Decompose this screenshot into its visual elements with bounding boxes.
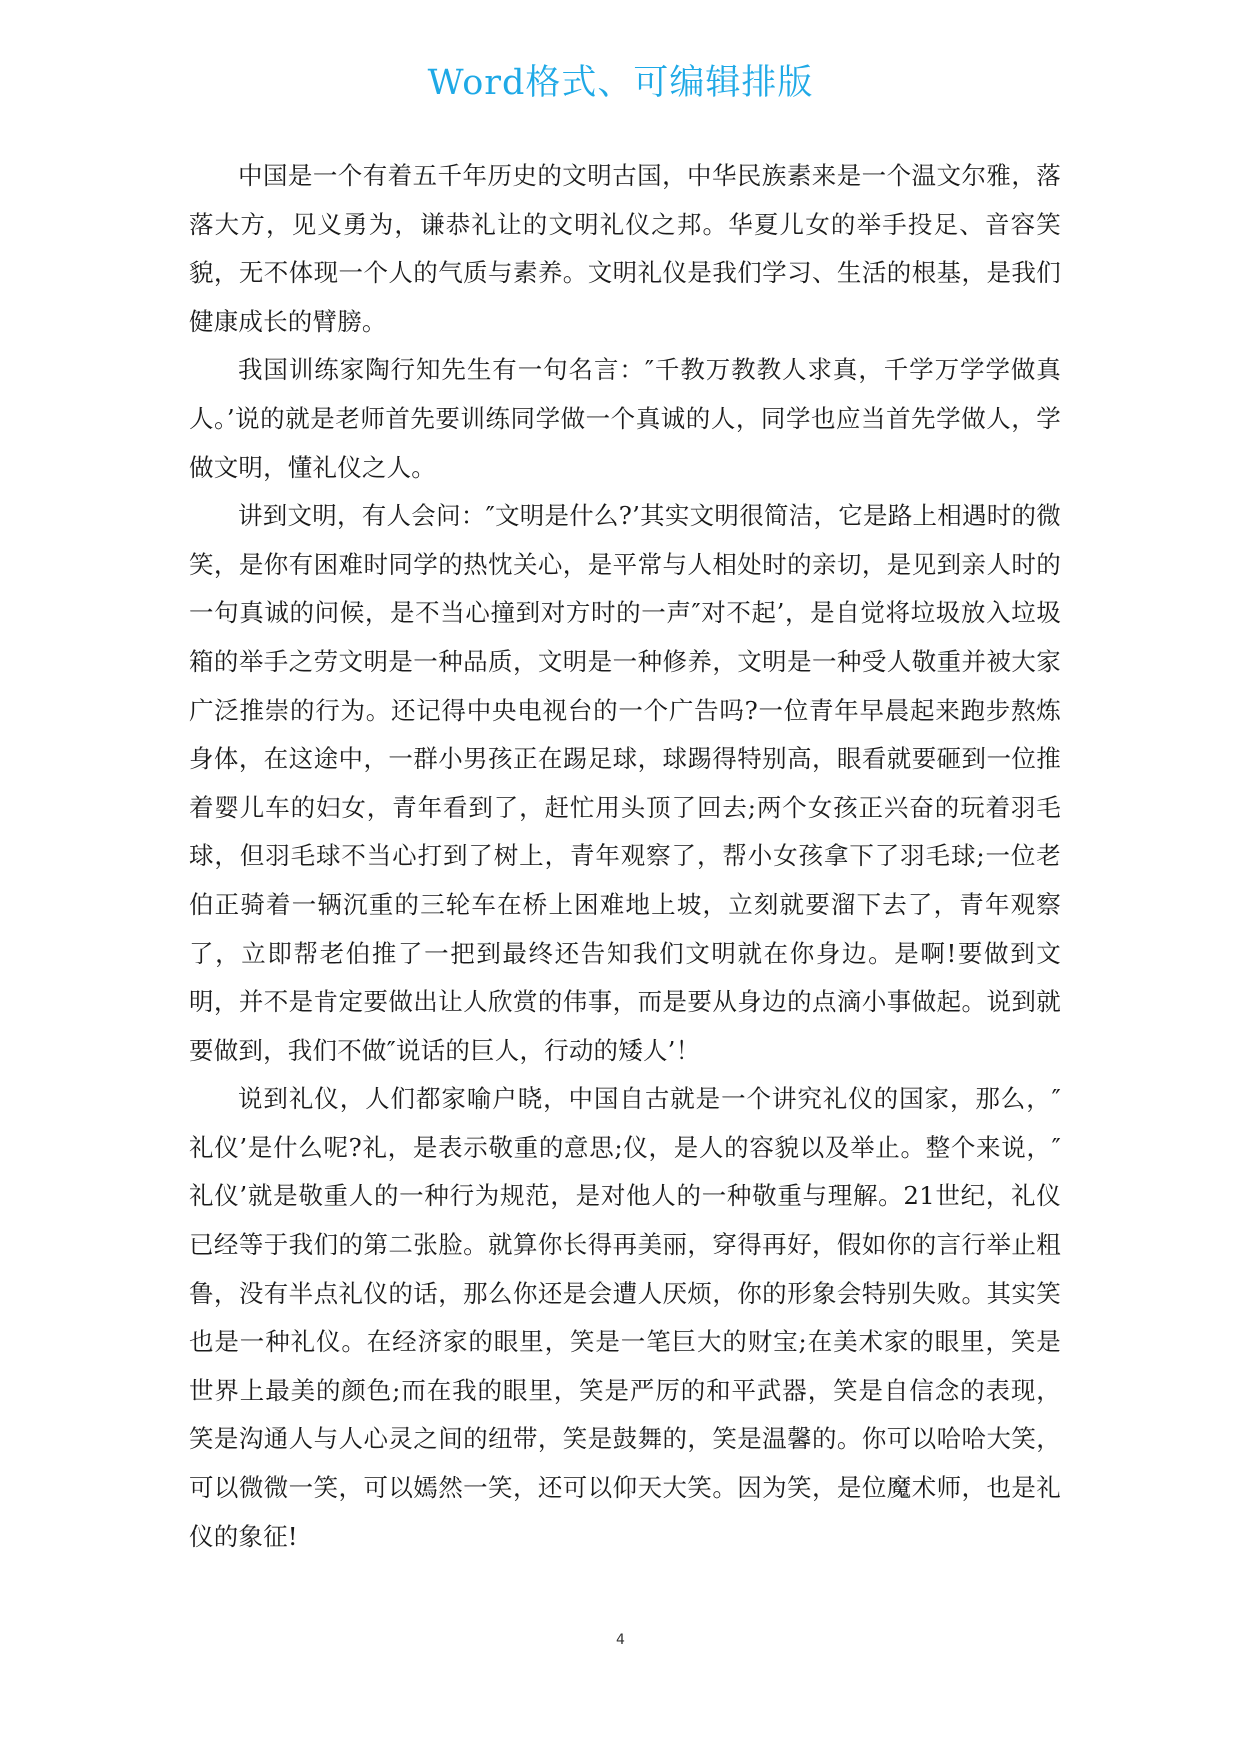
document-body [189, 152, 1061, 1561]
page-number: 4 [616, 1632, 625, 1648]
paragraph-4: 说到礼仪，人们都家喻户晓，中国自古就是一个讲究礼仪的国家，那么，″礼仪’是什么呢?礼，是表示敬重的意思;仪，是人的容貌以及举止。整个来说，″礼仪’就是敬重人的一种行为规范，是对他人的一种敬重与理解。21世纪，礼仪已经等于我们的第二张脸。就算你长得再美丽，穿得再好，假如你的言行举止粗鲁，没有半点礼仪的话，那么你还是会遭人厌烦，你的形象会特别失败。其实笑也是一种礼仪。在经济家的眼里，笑是一笔巨大的财宝;在美术家的眼里，笑是世界上最美的颜色;而在我的眼里，笑是严厉的和平武器，笑是自信念的表现，笑是沟通人与人心灵之间的纽带，笑是鼓舞的，笑是温馨的。你可以哈哈大笑，可以微微一笑，可以嫣然一笑，还可以仰天大笑。因为笑，是位魔术师，也是礼仪的象征! [189, 1084, 1061, 1551]
paragraph-3: 讲到文明，有人会问：″文明是什么?’其实文明很简洁，它是路上相遇时的微笑，是你有困难时同学的热忱关心，是平常与人相处时的亲切，是见到亲人时的一句真诚的问候，是不当心撞到对方时的一声″对不起’，是自觉将垃圾放入垃圾箱的举手之劳文明是一种品质，文明是一种修养，文明是一种受人敬重并被大家广泛推崇的行为。还记得中央电视台的一个广告吗?一位青年早晨起来跑步熬炼身体，在这途中，一群小男孩正在踢足球，球踢得特别高，眼看就要砸到一位推着婴儿车的妇女，青年看到了，赶忙用头顶了回去;两个女孩正兴奋的玩着羽毛球，但羽毛球不当心打到了树上，青年观察了，帮小女孩拿下了羽毛球;一位老伯正骑着一辆沉重的三轮车在桥上困难地上坡，立刻就要溜下去了，青年观察了，立即帮老伯推了一把到最终还告知我们文明就在你身边。是啊!要做到文明，并不是肯定要做出让人欣赏的伟事，而是要从身边的点滴小事做起。说到就要做到，我们不做″说话的巨人，行动的矮人’！ [189, 501, 1061, 1065]
paragraph-2: 我国训练家陶行知先生有一句名言：″千教万教教人求真，千学万学学做真人。’说的就是老师首先要训练同学做一个真诚的人，同学也应当首先学做人，学做文明，懂礼仪之人。 [189, 355, 1061, 482]
paragraph-1: 中国是一个有着五千年历史的文明古国，中华民族素来是一个温文尔雅，落落大方，见义勇为，谦恭礼让的文明礼仪之邦。华夏儿女的举手投足、音容笑貌，无不体现一个人的气质与素养。文明礼仪是我们学习、生活的根基，是我们健康成长的臂膀。 [189, 161, 1061, 336]
header-title: Word格式、可编辑排版 [427, 63, 814, 103]
